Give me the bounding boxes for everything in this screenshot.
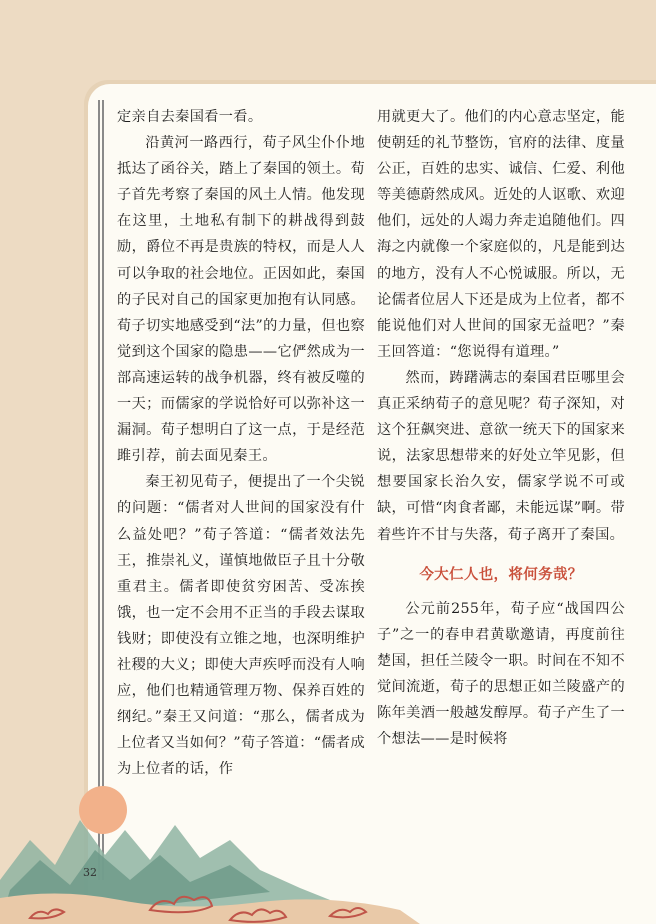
page-number: 32 (83, 866, 97, 879)
paragraph: 公元前255年，荀子应“战国四公子”之一的春申君黄歇邀请，再度前往楚国，担任兰陵令一职。时间在不知不觉间流逝，荀子的思想正如兰陵盛产的陈年美酒一般越发醇厚。荀子产生了一个想法——是时候将 (377, 600, 625, 748)
mountain-cloud-illustration (0, 770, 420, 924)
sun-icon (79, 786, 127, 834)
paragraph: 沿黄河一路西行，荀子风尘仆仆地抵达了函谷关，踏上了秦国的领土。荀子首先考察了秦国的风土人情。他发现在这里，土地私有制下的耕战得到鼓励，爵位不再是贵族的特权，而是人人可以争取的社会地位。正因如此，秦国的子民对自己的国家更加抱有认同感。荀子切实地感受到“法”的力量，但也察觉到这个国家的隐患——它俨然成为一部高速运转的战争机器，终有被反噬的一天；而儒家的学说恰好可以弥补这一漏洞。荀子想明白了这一点，于是经范雎引荐，前去面见秦王。 (117, 135, 365, 465)
paragraph: 秦王初见荀子，便提出了一个尖锐的问题：“儒者对人世间的国家没有什么益处吧？”荀子答道：“儒者效法先王，推崇礼义，谨慎地做臣子且十分敬重君主。儒者即使贫穷困苦、受冻挨饿，也一定不会用不正当的手段去谋取钱财；即使没有立锥之地，也深明维护社稷的大义；即使大声疾呼而没有人响应，他们也精通管理万物、保养百姓的纲纪。”秦王又问道：“那么，儒者成为上位者又当如何？”荀子答道：“儒者成为上位者的话，作 (117, 474, 365, 778)
right-column (377, 104, 625, 752)
binding-line-2 (102, 100, 104, 880)
paragraph: 然而，踌躇满志的秦国君臣哪里会真正采纳荀子的意见呢？荀子深知，对这个狂飙突进、意欲一统天下的国家来说，法家思想带来的好处立竿见影，但想要国家长治久安，儒家学说不可或缺，可惜“肉食者鄙，未能远谋”啊。带着些许不甘与失落，荀子离开了秦国。 (377, 369, 625, 543)
paragraph: 用就更大了。他们的内心意志坚定，能使朝廷的礼节整饬，官府的法律、度量公正，百姓的忠实、诚信、仁爱、利他等美德蔚然成风。近处的人讴歌、欢迎他们，远处的人竭力奔走追随他们。四海之内就像一个家庭似的，凡是能到达的地方，没有人不心悦诚服。所以，无论儒者位居人下还是成为上位者，都不能说他们对人世间的国家无益吧？”秦王回答道：“您说得有道理。” (377, 109, 625, 360)
left-column (117, 104, 365, 782)
section-heading: 今大仁人也，将何务哉？ (419, 565, 583, 583)
binding-line-1 (98, 100, 100, 880)
paragraph: 定亲自去秦国看一看。 (117, 109, 263, 125)
